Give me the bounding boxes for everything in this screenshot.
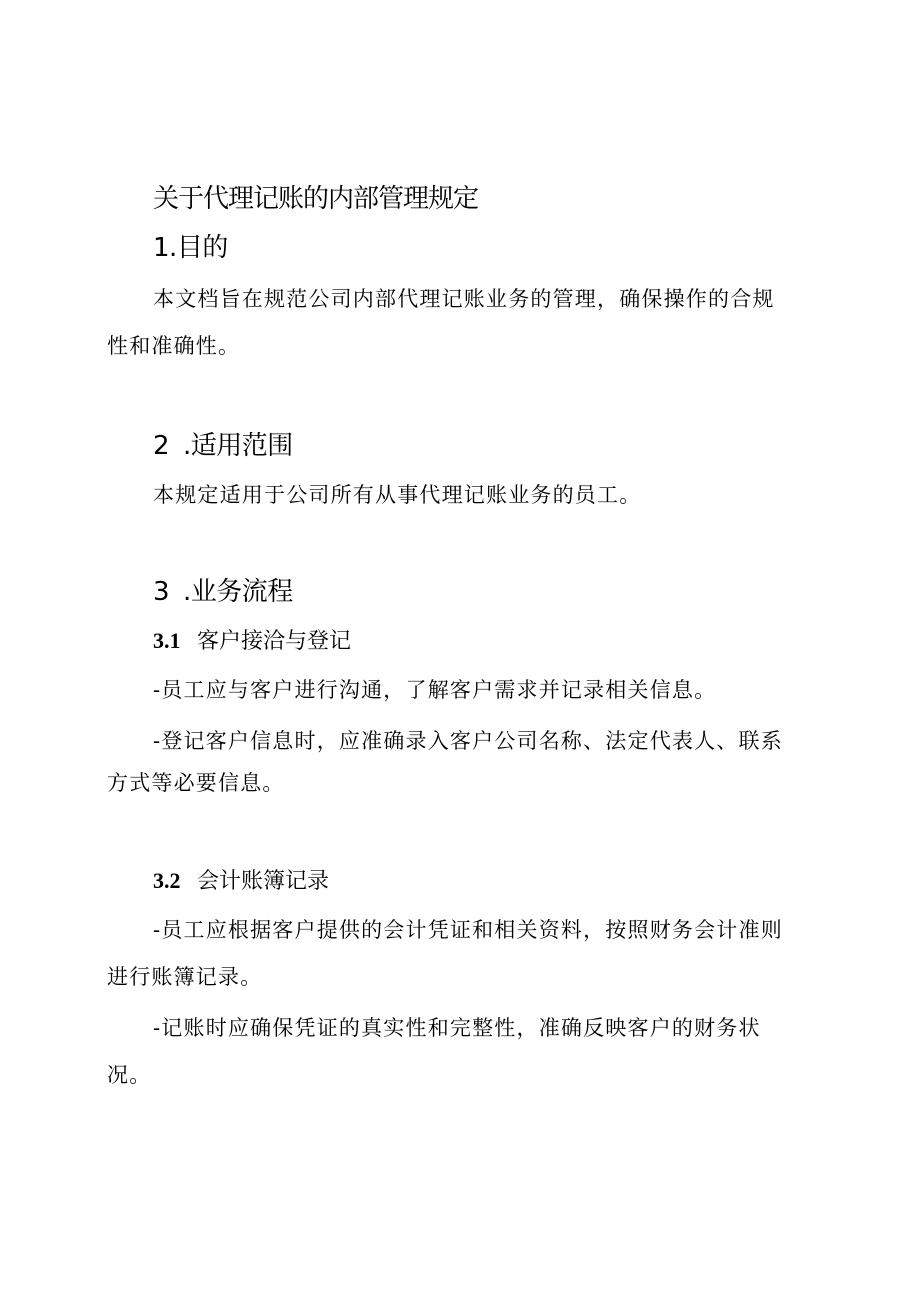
subsection-3-1-paragraph-2-line-1: -登记客户信息时，应准确录入客户公司名称、法定代表人、联系	[153, 729, 783, 753]
section-3-number: 3	[153, 577, 170, 607]
section-1-paragraph-line-1: 本文档旨在规范公司内部代理记账业务的管理，确保操作的合规	[153, 287, 775, 311]
subsection-3-2-heading	[153, 864, 329, 895]
section-1-number: 1.	[153, 233, 177, 263]
section-3-title: .业务流程	[183, 577, 293, 607]
section-2-heading	[153, 425, 293, 462]
subsection-3-1-paragraph-2-line-2: 方式等必要信息。	[107, 771, 285, 795]
subsection-3-2-paragraph-1-line-2: 进行账簿记录。	[107, 965, 263, 989]
subsection-3-1-heading	[153, 624, 351, 655]
subsection-3-2-paragraph-2-line-1: -记账时应确保凭证的真实性和完整性，准确反映客户的财务状	[153, 1016, 761, 1040]
section-1-heading	[153, 227, 228, 264]
subsection-3-1-number: 3.1	[153, 628, 181, 653]
subsection-3-2-paragraph-2-line-2: 况。	[107, 1063, 152, 1087]
document-title: 关于代理记账的内部管理规定	[153, 184, 479, 214]
subsection-3-1-paragraph-1-line-1: -员工应与客户进行沟通，了解客户需求并记录相关信息。	[153, 678, 717, 702]
section-2-paragraph-line-1: 本规定适用于公司所有从事代理记账业务的员工。	[153, 483, 642, 507]
section-1-paragraph-line-2: 性和准确性。	[107, 334, 241, 358]
subsection-3-2-paragraph-1-line-1: -员工应根据客户提供的会计凭证和相关资料，按照财务会计准则	[153, 918, 783, 942]
section-2-number: 2	[153, 431, 170, 461]
subsection-3-2-number: 3.2	[153, 868, 181, 893]
subsection-3-2-title: 会计账簿记录	[197, 869, 330, 894]
section-1-title: 目的	[176, 233, 228, 263]
section-2-title: .适用范围	[183, 431, 293, 461]
subsection-3-1-title: 客户接洽与登记	[197, 629, 352, 654]
section-3-heading	[153, 571, 293, 608]
